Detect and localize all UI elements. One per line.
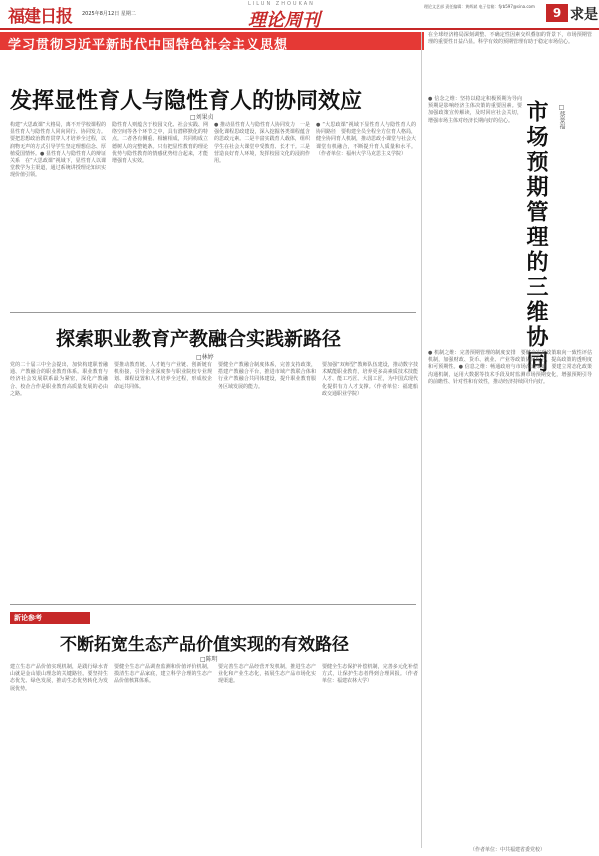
article1-column-1: 构建“大思政课”大格局，离不开学校课程的显性育人与隐性育人同向同行、协同发力。要把思想政治教育贯穿人才培养全过程，以润物无声的方式引导学生坚定理想信念、厚植爱国情怀。● 显性育人与隐性育人的辩证关系 在“大思政课”视域下，显性育人以课堂教学为主渠道，通过系统讲授理论知识实现价值引领。 bbox=[10, 122, 106, 179]
article1-column-2: 隐性育人则蕴含于校园文化、社会实践、网络空间等各个环节之中，具有潜移默化的特点。二者各有侧重、相辅相成，共同构成立德树人的完整链条。只有把显性教育的理论优势与隐性教育的情感优势结合起来，才能增强育人实效。 bbox=[112, 122, 208, 165]
section-pinyin: LILUN ZHOUKAN bbox=[248, 1, 315, 7]
right-article-side-text: ● 信念之维：坚持以稳定积极预期为导向 预期是影响经济主体决策的重要因素。要加强政策宣传解读，及时回应社会关切，增强市场主体对经济长期向好的信心。 bbox=[428, 96, 528, 124]
date-line: 2025年8月12日 星期二 bbox=[82, 11, 136, 17]
article2-column-4: 要加强“双师型”教师队伍建设，推动数字技术赋能职业教育，培养更多高素质技术技能人才、能工巧匠、大国工匠，为中国式现代化提供有力人才支撑。（作者单位：福建船政交通职业学院） bbox=[322, 362, 418, 397]
article2-column-3: 要健全产教融合制度体系，完善支持政策，搭建产教融合平台，推进市域产教联合体和行业产教融合共同体建设，提升职业教育服务区域发展的能力。 bbox=[218, 362, 316, 390]
right-article-intro: 在全球经济格局深刻调整、不确定性因素交织叠加的背景下，市场预期管理的重要性日益凸显。科学有效的预期管理有助于稳定市场信心。 bbox=[428, 32, 592, 46]
article3-title: 不断拓宽生态产品价值实现的有效路径 bbox=[60, 635, 349, 655]
article3-column-4: 要健全生态保护补偿机制，完善多元化补偿方式，让保护生态者得到合理回报。（作者单位：福建农林大学） bbox=[322, 664, 418, 685]
article2-column-1: 党的二十届三中全会提出，加快构建职普融通、产教融合的职业教育体系。职业教育与经济社会发展联系最为紧密，深化产教融合、校企合作是职业教育高质量发展的必由之路。 bbox=[10, 362, 108, 397]
section-divider bbox=[10, 604, 416, 605]
article2-column-2: 要推动教育链、人才链与产业链、创新链有机衔接，引导企业深度参与职业院校专业规划、课程设置和人才培养全过程，形成校企命运共同体。 bbox=[114, 362, 212, 390]
column-rule bbox=[421, 32, 422, 848]
article3-column-3: 要完善生态产品经营开发机制，推进生态产业化和产业生态化，拓展生态产品市场化实现渠道。 bbox=[218, 664, 316, 685]
article1-title: 发挥显性育人与隐性育人的协同效应 bbox=[10, 88, 363, 114]
section-divider bbox=[10, 312, 416, 313]
page-name: 求是 bbox=[570, 7, 598, 23]
right-article-footer: （作者单位：中共福建省委党校） bbox=[470, 847, 546, 853]
column-tag: 新论参考 bbox=[10, 612, 90, 624]
article1-column-4: ● “大思政课”视域下显性育人与隐性育人的协同路径 要构建全员全程全方位育人格局，健全协同育人机制，推动思政小课堂与社会大课堂有机融合，不断提升育人质量和水平。（作者单位：福州大学马克思主义学院） bbox=[316, 122, 417, 157]
right-article-author: □蔡景福 bbox=[558, 104, 565, 129]
right-article-title: 市场预期管理的三维协同 bbox=[523, 100, 549, 375]
article2-author: □林婷 bbox=[196, 354, 214, 361]
banner-text: 学习贯彻习近平新时代中国特色社会主义思想 bbox=[8, 38, 289, 53]
article3-column-2: 要健全生态产品调查监测和价值评价机制，摸清生态产品家底，建立科学合理的生态产品价值核算体系。 bbox=[114, 664, 212, 685]
newspaper-logo: 福建日报 bbox=[8, 7, 72, 27]
article3-author: □陈明 bbox=[200, 656, 218, 663]
article2-title: 探索职业教育产教融合实践新路径 bbox=[56, 328, 342, 350]
article1-author: □刘果贞 bbox=[190, 114, 214, 121]
page-number-badge: 9 bbox=[546, 4, 568, 22]
editor-info: 理论文艺部 责任编辑：黄辉斌 电子信箱：fjrb597@sina.com bbox=[424, 4, 535, 9]
right-article-body: ● 机制之维：完善预期管理的制度安排 要健全宏观政策取向一致性评估机制，加强财政、货币、就业、产业等政策协同配合，提高政策的透明度和可预期性。● 信息之维：畅通政府与市场沟通渠道 要建立常态化政策沟通机制，运用大数据等技术手段及时监测市场预期变化，增强预期引导的前瞻性、针对性和有效性，推动经济持续回升向好。 bbox=[428, 350, 592, 385]
article3-column-1: 建立生态产品价值实现机制，是践行绿水青山就是金山银山理念的关键路径。要坚持生态优先、绿色发展，推动生态优势转化为发展优势。 bbox=[10, 664, 108, 692]
section-title: 理论周刊 bbox=[248, 10, 320, 31]
article1-column-3: ● 推动显性育人与隐性育人协同发力 一是强化课程思政建设，深入挖掘各类课程蕴含的思政元素。二是丰富实践育人载体，组织学生在社会大课堂中受教育、长才干。三是营造良好育人环境，发挥校园文化的浸润作用。 bbox=[214, 122, 310, 165]
